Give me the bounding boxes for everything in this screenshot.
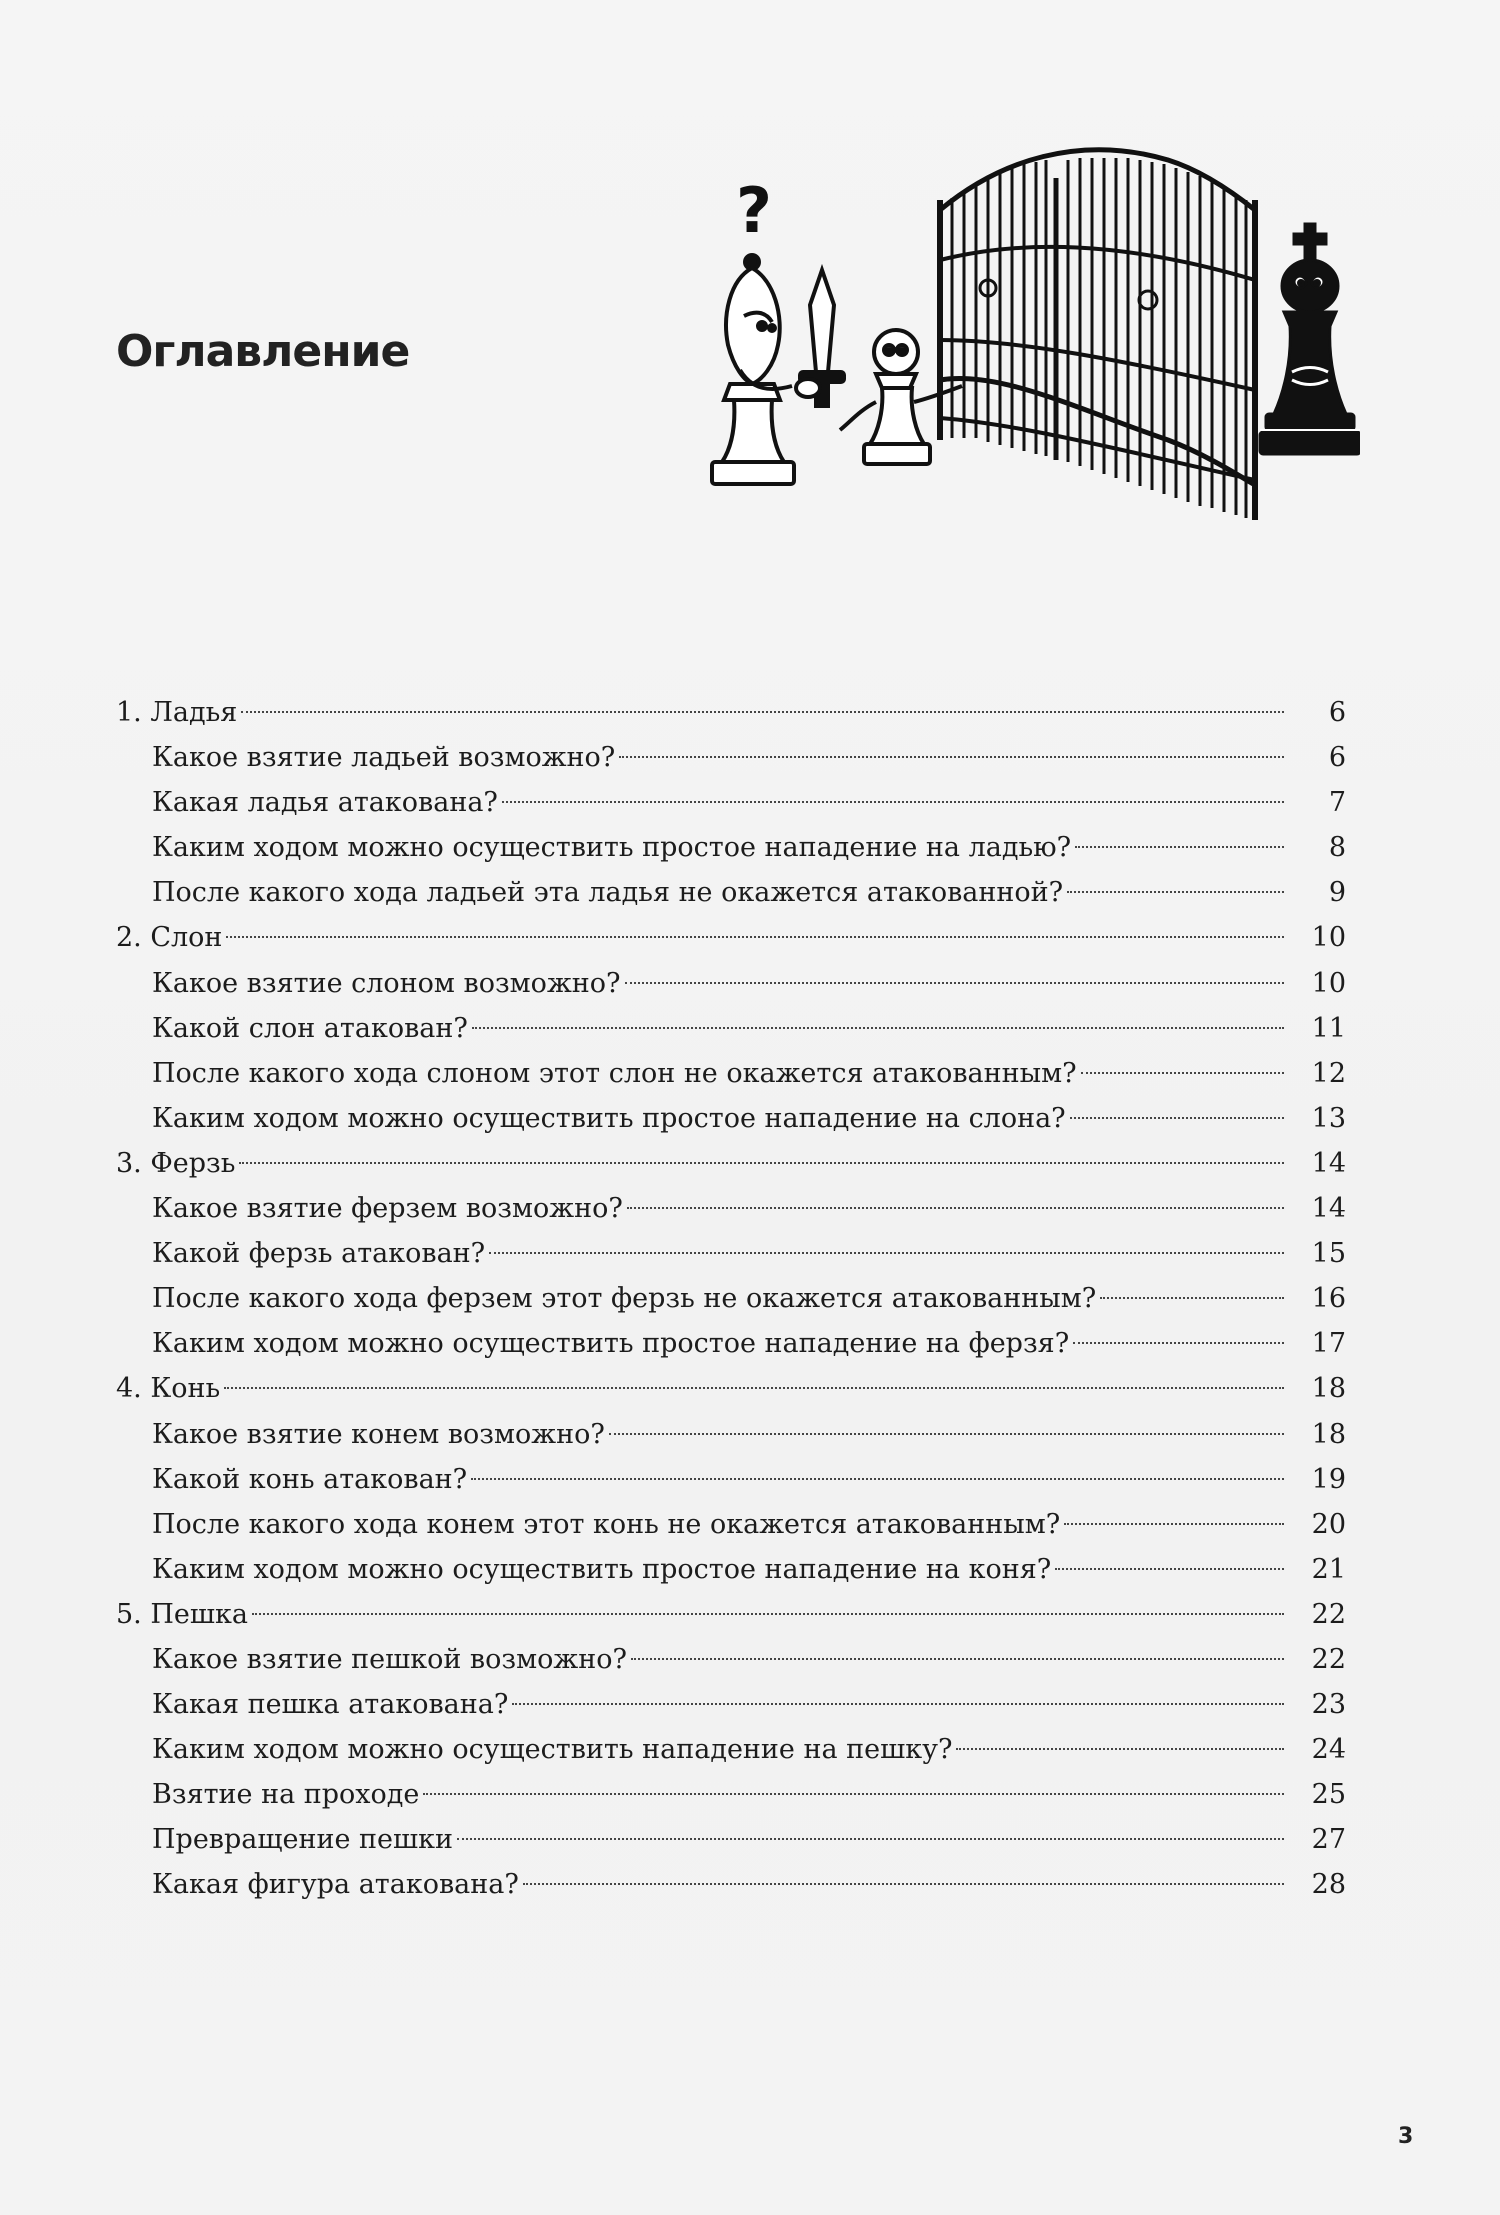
toc-entry-page: 9 xyxy=(1328,877,1346,909)
toc-entry-page: 28 xyxy=(1311,1869,1346,1901)
toc-subentry[interactable] xyxy=(116,1817,1346,1862)
toc-subentry[interactable] xyxy=(116,1457,1346,1502)
toc-entry-page: 20 xyxy=(1311,1508,1346,1540)
chess-gate-illustration xyxy=(700,140,1360,530)
toc-subentry[interactable] xyxy=(116,870,1346,915)
toc-entry-title: Каким ходом можно осуществить нападение на пешку? xyxy=(152,1734,953,1766)
toc-entry-page: 14 xyxy=(1311,1147,1346,1179)
dot-leader xyxy=(1070,1117,1284,1119)
dot-leader xyxy=(1064,1523,1284,1525)
dot-leader xyxy=(252,1613,1284,1615)
toc-entry-page: 18 xyxy=(1311,1418,1346,1450)
toc-entry-page: 27 xyxy=(1311,1824,1346,1856)
dot-leader xyxy=(627,1207,1284,1209)
toc-subentry[interactable] xyxy=(116,1637,1346,1682)
toc-entry-title: После какого хода ферзем этот ферзь не окажется атакованным? xyxy=(152,1283,1097,1315)
toc-entry-page: 22 xyxy=(1311,1643,1346,1675)
toc-entry-title: 3. Ферзь xyxy=(116,1147,236,1179)
toc-entry-page: 6 xyxy=(1328,742,1346,774)
page-title: Оглавление xyxy=(116,326,410,377)
dot-leader xyxy=(523,1883,1284,1885)
toc-entry-title: Какой ферзь атакован? xyxy=(152,1238,486,1270)
dot-leader xyxy=(1055,1568,1284,1570)
sword-icon xyxy=(796,270,844,406)
dot-leader xyxy=(226,936,1284,938)
toc-entry[interactable] xyxy=(116,915,1346,960)
toc-entry-title: 2. Слон xyxy=(116,922,223,954)
toc-entry-page: 16 xyxy=(1311,1283,1346,1315)
toc-entry-title: Какое взятие конем возможно? xyxy=(152,1418,605,1450)
toc-entry-page: 6 xyxy=(1328,697,1346,728)
toc-entry-title: Превращение пешки xyxy=(152,1824,453,1856)
dot-leader xyxy=(502,801,1284,803)
toc-entry-page: 10 xyxy=(1311,967,1346,999)
toc-entry[interactable] xyxy=(116,1592,1346,1637)
dot-leader xyxy=(471,1478,1284,1480)
king-piece-icon xyxy=(1260,224,1360,454)
dot-leader xyxy=(631,1658,1284,1660)
toc-subentry[interactable] xyxy=(116,1547,1346,1592)
toc-subentry[interactable] xyxy=(116,1502,1346,1547)
toc-subentry[interactable] xyxy=(116,1096,1346,1141)
toc-subentry[interactable] xyxy=(116,1412,1346,1457)
dot-leader xyxy=(241,711,1284,713)
toc-entry-page: 12 xyxy=(1311,1057,1346,1089)
toc-subentry[interactable] xyxy=(116,961,1346,1006)
toc-subentry[interactable] xyxy=(116,1862,1346,1907)
dot-leader xyxy=(472,1027,1284,1029)
toc-entry-page: 22 xyxy=(1311,1598,1346,1630)
toc-subentry[interactable] xyxy=(116,780,1346,825)
table-of-contents xyxy=(116,690,1346,1908)
dot-leader xyxy=(619,756,1284,758)
toc-entry-title: Какое взятие ладьей возможно? xyxy=(152,742,616,774)
toc-entry[interactable] xyxy=(116,1141,1346,1186)
toc-entry-title: Какой слон атакован? xyxy=(152,1012,468,1044)
toc-entry-title: Какое взятие ферзем возможно? xyxy=(152,1193,623,1225)
dot-leader xyxy=(239,1162,1284,1164)
toc-entry-title: Каким ходом можно осуществить простое нападение на коня? xyxy=(152,1553,1052,1585)
toc-entry-title: Какая ладья атакована? xyxy=(152,787,498,819)
dot-leader xyxy=(625,982,1284,984)
toc-subentry[interactable] xyxy=(116,1276,1346,1321)
toc-subentry[interactable] xyxy=(116,1051,1346,1096)
toc-subentry[interactable] xyxy=(116,1682,1346,1727)
toc-entry-page: 24 xyxy=(1311,1734,1346,1766)
toc-entry-page: 21 xyxy=(1311,1553,1346,1585)
toc-entry-page: 18 xyxy=(1311,1373,1346,1405)
toc-entry-title: Какой конь атакован? xyxy=(152,1463,468,1495)
toc-entry-title: Какое взятие пешкой возможно? xyxy=(152,1643,627,1675)
toc-subentry[interactable] xyxy=(116,1186,1346,1231)
toc-entry[interactable] xyxy=(116,1366,1346,1411)
dot-leader xyxy=(489,1252,1284,1254)
toc-entry-page: 25 xyxy=(1311,1779,1346,1811)
question-mark-icon: ? xyxy=(736,174,772,247)
dot-leader xyxy=(512,1703,1284,1705)
dot-leader xyxy=(457,1838,1284,1840)
toc-entry-title: Какое взятие слоном возможно? xyxy=(152,967,621,999)
toc-entry-title: Каким ходом можно осуществить простое нападение на слона? xyxy=(152,1102,1066,1134)
toc-entry-page: 8 xyxy=(1328,832,1346,864)
toc-subentry[interactable] xyxy=(116,1231,1346,1276)
toc-entry-title: 1. Ладья xyxy=(116,697,238,728)
toc-subentry[interactable] xyxy=(116,1321,1346,1366)
toc-entry-title: После какого хода конем этот конь не окажется атакованным? xyxy=(152,1508,1061,1540)
toc-entry-page: 19 xyxy=(1311,1463,1346,1495)
iron-gate-icon xyxy=(940,150,1255,520)
dot-leader xyxy=(609,1433,1284,1435)
toc-entry-title: Какая фигура атакована? xyxy=(152,1869,519,1901)
toc-subentry[interactable] xyxy=(116,735,1346,780)
toc-entry-title: После какого хода ладьей эта ладья не окажется атакованной? xyxy=(152,877,1064,909)
dot-leader xyxy=(956,1748,1284,1750)
toc-entry-title: Взятие на проходе xyxy=(152,1779,420,1811)
bishop-piece-icon xyxy=(712,255,794,484)
dot-leader xyxy=(1081,1072,1284,1074)
toc-entry-page: 15 xyxy=(1311,1238,1346,1270)
toc-entry-title: Каким ходом можно осуществить простое нападение на ферзя? xyxy=(152,1328,1070,1360)
dot-leader xyxy=(224,1387,1284,1389)
dot-leader xyxy=(423,1793,1284,1795)
toc-subentry[interactable] xyxy=(116,1006,1346,1051)
pawn-piece-icon xyxy=(840,330,962,464)
page-number: 3 xyxy=(1398,2124,1414,2149)
toc-entry-title: Какая пешка атакована? xyxy=(152,1689,509,1721)
toc-entry-title: 5. Пешка xyxy=(116,1598,248,1630)
dot-leader xyxy=(1100,1297,1284,1299)
toc-subentry[interactable] xyxy=(116,1772,1346,1817)
toc-subentry[interactable] xyxy=(116,1727,1346,1772)
dot-leader xyxy=(1067,891,1284,893)
dot-leader xyxy=(1073,1342,1284,1344)
toc-entry-title: 4. Конь xyxy=(116,1373,221,1405)
toc-entry-page: 7 xyxy=(1328,787,1346,819)
toc-subentry[interactable] xyxy=(116,825,1346,870)
toc-entry-page: 11 xyxy=(1311,1012,1346,1044)
toc-entry[interactable] xyxy=(116,690,1346,735)
dot-leader xyxy=(1075,846,1284,848)
toc-entry-page: 23 xyxy=(1311,1689,1346,1721)
toc-entry-page: 10 xyxy=(1311,922,1346,954)
toc-entry-title: После какого хода слоном этот слон не окажется атакованным? xyxy=(152,1057,1077,1089)
toc-entry-page: 17 xyxy=(1311,1328,1346,1360)
toc-entry-page: 13 xyxy=(1311,1102,1346,1134)
toc-entry-page: 14 xyxy=(1311,1193,1346,1225)
toc-entry-title: Каким ходом можно осуществить простое нападение на ладью? xyxy=(152,832,1072,864)
